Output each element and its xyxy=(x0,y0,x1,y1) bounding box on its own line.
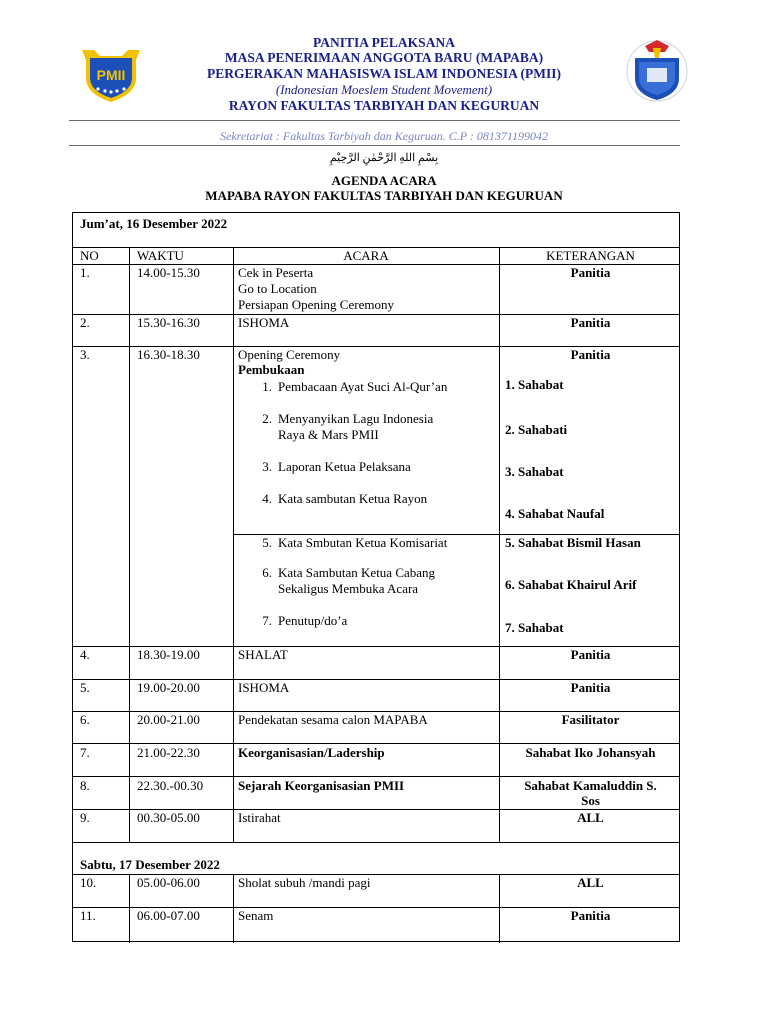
header-divider-bottom xyxy=(69,145,680,146)
row-5-no: 5. xyxy=(80,680,90,695)
row-10-ket: ALL xyxy=(577,875,604,890)
program-item: 2. Menyanyikan Lagu Indonesia xyxy=(262,411,434,426)
day-1-label: Jum’at, 16 Desember 2022 xyxy=(80,216,228,231)
row-3-no: 3. xyxy=(80,347,90,362)
bismillah: بِسْمِ اللهِ الرَّحْمٰنِ الرَّحِيْمِ xyxy=(329,152,439,164)
row-7-waktu: 21.00-22.30 xyxy=(137,745,200,760)
row-7-ket: Sahabat Iko Johansyah xyxy=(525,745,656,760)
row-7-no: 7. xyxy=(80,745,90,760)
row-10-waktu: 05.00-06.00 xyxy=(137,875,200,890)
col-header-acara: ACARA xyxy=(343,248,389,263)
row-6-ket: Fasilitator xyxy=(561,712,620,727)
row-9-ket: ALL xyxy=(577,810,604,825)
row-2-acara: ISHOMA xyxy=(238,315,290,330)
row-6-no: 6. xyxy=(80,712,90,727)
row-6-waktu: 20.00-21.00 xyxy=(137,712,200,727)
header-line-2: MASA PENERIMAAN ANGGOTA BARU (MAPABA) xyxy=(224,50,544,65)
col-header-no: NO xyxy=(80,248,99,263)
row-2-ket: Panitia xyxy=(570,315,611,330)
row-9-waktu: 00.30-05.00 xyxy=(137,810,200,825)
row-3-acara: Opening Ceremony xyxy=(238,347,341,362)
row-1-no: 1. xyxy=(80,265,90,280)
row-3-waktu: 16.30-18.30 xyxy=(137,347,200,362)
agenda-title-line-1: AGENDA ACARA xyxy=(331,173,437,188)
row-3-pembukaan: Pembukaan xyxy=(238,362,305,377)
row-11-ket: Panitia xyxy=(570,908,611,923)
col-divider xyxy=(499,874,500,943)
header-line-1: PANITIA PELAKSANA xyxy=(313,35,455,50)
row-9-acara: Istirahat xyxy=(238,810,281,825)
program-item: 3. Laporan Ketua Pelaksana xyxy=(262,459,411,474)
row-4-no: 4. xyxy=(80,647,90,662)
col-header-keterangan: KETERANGAN xyxy=(546,248,635,263)
speaker-6: 6. Sahabat Khairul Arif xyxy=(505,577,637,592)
row-5-waktu: 19.00-20.00 xyxy=(137,680,200,695)
row-divider xyxy=(73,743,679,744)
row-8-acara: Sejarah Keorganisasian PMII xyxy=(238,778,405,793)
row-1-acara-1: Cek in Peserta xyxy=(238,265,314,280)
row-3-ket: Panitia xyxy=(570,347,611,362)
agenda-title-line-2: MAPABA RAYON FAKULTAS TARBIYAH DAN KEGURUAN xyxy=(205,188,563,203)
program-item: 5. Kata Smbutan Ketua Komisariat xyxy=(262,535,448,550)
row-11-no: 11. xyxy=(80,908,96,923)
row-11-acara: Senam xyxy=(238,908,274,923)
row-4-acara: SHALAT xyxy=(238,647,288,662)
header-line-4: (Indonesian Moeslem Student Movement) xyxy=(275,82,493,97)
row-8-ket-cont: Sos xyxy=(581,793,600,808)
row-10-acara: Sholat subuh /mandi pagi xyxy=(238,875,371,890)
speaker-7: 7. Sahabat xyxy=(505,620,564,635)
row-8-no: 8. xyxy=(80,778,90,793)
program-item: 6. Kata Sambutan Ketua Cabang xyxy=(262,565,436,580)
row-11-waktu: 06.00-07.00 xyxy=(137,908,200,923)
header-line-3: PERGERAKAN MAHASISWA ISLAM INDONESIA (PMII) xyxy=(206,66,562,81)
speaker-4: 4. Sahabat Naufal xyxy=(505,506,605,521)
col-divider xyxy=(233,247,234,842)
row-4-ket: Panitia xyxy=(570,647,611,662)
row-6-acara: Pendekatan sesama calon MAPABA xyxy=(238,712,428,727)
row-5-acara: ISHOMA xyxy=(238,680,290,695)
col-divider xyxy=(129,874,130,943)
col-divider xyxy=(129,247,130,842)
speaker-5: 5. Sahabat Bismil Hasan xyxy=(505,535,641,550)
row-10-no: 10. xyxy=(80,875,97,890)
program-item: 4. Kata sambutan Ketua Rayon xyxy=(262,491,428,506)
row-divider xyxy=(73,776,679,777)
row-5-ket: Panitia xyxy=(570,680,611,695)
speaker-1: 1. Sahabat xyxy=(505,377,564,392)
agenda-table xyxy=(72,212,680,942)
row-1-acara-2: Go to Location xyxy=(238,281,317,296)
row-1-ket: Panitia xyxy=(570,265,611,280)
row-divider xyxy=(73,842,679,843)
row-2-no: 2. xyxy=(80,315,90,330)
program-item-cont: Sekaligus Membuka Acara xyxy=(278,581,419,596)
program-item: 1. Pembacaan Ayat Suci Al-Qur’an xyxy=(262,379,448,394)
row-8-waktu: 22.30.-00.30 xyxy=(137,778,204,793)
row-8-ket: Sahabat Kamaluddin S. xyxy=(524,778,657,793)
program-item-cont: Raya & Mars PMII xyxy=(278,427,379,442)
row-9-no: 9. xyxy=(80,810,90,825)
logo-text: PMII xyxy=(96,67,126,83)
row-7-acara: Keorganisasian/Ladership xyxy=(238,745,385,760)
sekretariat: Sekretariat : Fakultas Tarbiyah dan Keguruan. C.P : 081371199042 xyxy=(220,129,548,143)
row-1-acara-3: Persiapan Opening Ceremony xyxy=(238,297,394,312)
program-item: 7. Penutup/do’a xyxy=(262,613,348,628)
row-1-waktu: 14.00-15.30 xyxy=(137,265,200,280)
row-4-waktu: 18.30-19.00 xyxy=(137,647,200,662)
header-line-5: RAYON FAKULTAS TARBIYAH DAN KEGURUAN xyxy=(228,98,540,113)
day-2-label: Sabtu, 17 Desember 2022 xyxy=(80,857,220,872)
col-divider xyxy=(233,874,234,943)
speaker-3: 3. Sahabat xyxy=(505,464,564,479)
agenda-title xyxy=(0,173,768,203)
header-divider-top xyxy=(69,120,680,121)
col-divider xyxy=(499,247,500,842)
row-2-waktu: 15.30-16.30 xyxy=(137,315,200,330)
col-header-waktu: WAKTU xyxy=(137,248,184,263)
speaker-2: 2. Sahabati xyxy=(505,422,568,437)
